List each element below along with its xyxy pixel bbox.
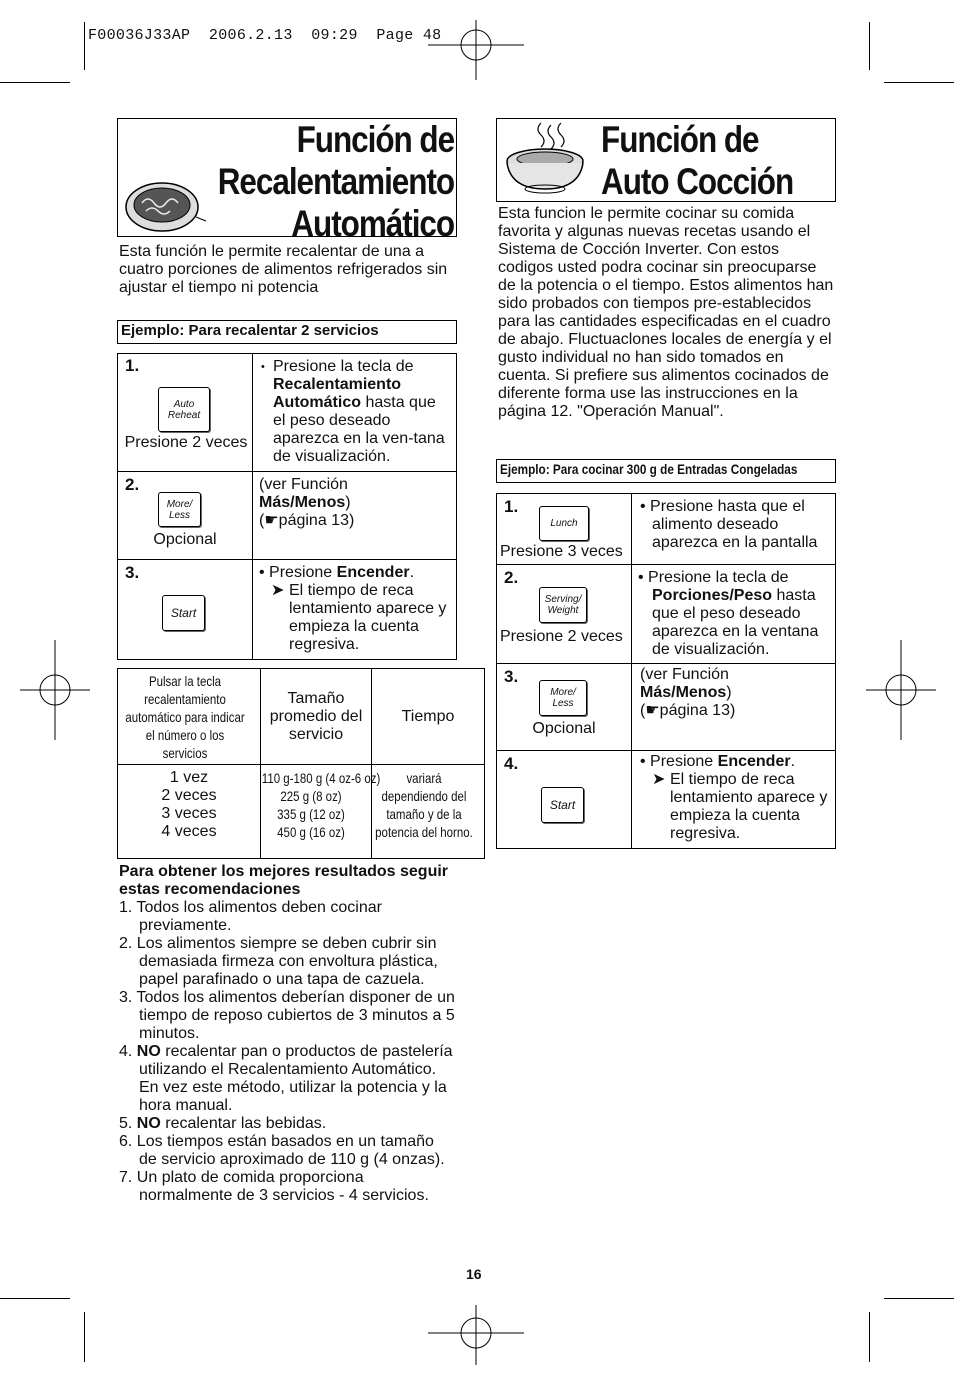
table-row: 3. Start • Presione Encender. ➤ El tiempo de reca lentamiento aparece y empieza la cuenta regresiva.: [118, 560, 457, 660]
list-item: 7. Un plato de comida proporciona normalmente de 3 servicios - 4 servicios.: [119, 1169, 429, 1204]
registration-mark-right: [866, 640, 936, 740]
list-item: 6. Los tiempos están basados en un tamaño de servicio aproximado de 110 g (4 onzas).: [119, 1133, 445, 1168]
list-item: 4. NO recalentar pan o productos de pastelería utilizando el Recalentamiento Automático. En vez este método, utilizar la potencia y la hora manual.: [119, 1043, 453, 1114]
start-key[interactable]: Start: [162, 595, 205, 631]
list-item: 3. Todos los alimentos deberían disponer de un tiempo de reposo cubiertos de 3 minutos a 5 minutos.: [119, 989, 455, 1042]
table-row: 4. Start • Presione Encender. ➤ El tiempo de reca lentamiento aparece y empieza la cuenta regresiva.: [497, 751, 836, 849]
tips-section: [119, 863, 455, 1205]
list-item: 5. NO recalentar las bebidas.: [119, 1115, 327, 1132]
tips-list: [119, 899, 455, 1205]
step-number: 3.: [125, 563, 140, 582]
table-row: 2. Serving/ Weight Presione 2 veces • Presione la tecla de Porciones/Peso hasta que el peso deseado aparezca en la ventana de visualización.: [497, 565, 836, 664]
bullet: •: [261, 361, 265, 373]
table-row: 3. More/ Less Opcional (ver Función Más/Menos) (☛página 13): [497, 664, 836, 751]
press-count: 4 veces: [161, 823, 217, 840]
arrow-icon: ➤: [271, 582, 285, 599]
registration-mark-left: [20, 640, 90, 740]
left-title-box: [117, 118, 457, 244]
step-caption: Opcional: [532, 720, 596, 737]
serving-weight-key[interactable]: Serving/ Weight: [539, 587, 587, 623]
serving-size: 110 g-180 g (4 oz-6 oz): [261, 770, 381, 786]
column-header: Tamaño promedio del servicio: [269, 689, 363, 743]
tips-title: Para obtener los mejores resultados seguir estas recomendaciones: [119, 863, 449, 898]
serving-size: 225 g (8 oz): [280, 788, 342, 804]
right-intro: Esta funcion le permite cocinar su comida favorita y algunas nuevas recetas usando el Sistema de Cocción Inverter. Con estos codigos usted podra cocinar sin preocuparse de la potencia o el tiempo. Estos alimentos han sido probados con tiempos pre-establecidos para las cantidades especificadas en el cuadro de abajo. Fluctuaclones locales de energía y el gusto individual no han sido tomados en cuenta. Si prefiere sus alimentos cocinados de diferente forma use las instrucciones en la página 12. "Operación Manual".: [498, 205, 834, 420]
left-title-line-1: Función de: [296, 119, 454, 160]
step-number: 3.: [504, 667, 519, 686]
start-key[interactable]: Start: [541, 787, 584, 823]
soup-bowl-icon: [503, 119, 587, 197]
time-note: variará dependiendo del tamaño y de la potencia del horno.: [375, 770, 473, 840]
table-row: 1. Lunch Presione 3 veces • Presione hasta que el alimento deseado aparezca en la pantalla: [497, 494, 836, 565]
arrow-icon: ➤: [652, 771, 666, 788]
table-row: [118, 765, 485, 859]
page-number: 16: [466, 1266, 482, 1282]
table-row: 2. More/ Less Opcional (ver Función Más/Menos) (☛página 13): [118, 472, 457, 560]
registration-mark-bottom: [428, 1305, 524, 1365]
step-caption: Presione 2 veces: [500, 628, 623, 645]
page-reference-link[interactable]: (☛página 13): [259, 512, 355, 529]
column-header: Tiempo: [401, 707, 455, 725]
step-number: 4.: [504, 754, 519, 773]
list-item: 1. Todos los alimentos deben cocinar previamente.: [119, 899, 382, 934]
step-caption: Presione 2 veces: [124, 434, 248, 451]
left-title-line-3: Automático: [291, 203, 454, 244]
step-number: 1.: [504, 497, 519, 516]
registration-mark-top: [428, 20, 524, 80]
more-less-key[interactable]: More/ Less: [158, 492, 201, 527]
more-less-key[interactable]: More/ Less: [539, 680, 587, 716]
serving-size: 335 g (12 oz): [277, 806, 345, 822]
step-number: 2.: [125, 475, 140, 494]
left-title-line-2: Recalentamiento: [217, 161, 454, 202]
right-steps-table: [496, 493, 836, 849]
step-caption: Presione 3 veces: [500, 543, 623, 560]
press-count: 2 veces: [161, 787, 217, 804]
column-header: Pulsar la tecla recalentamiento automático para indicar el número o los servicios: [125, 672, 245, 761]
step-number: 2.: [504, 568, 519, 587]
left-example: Ejemplo: Para recalentar 2 servicios: [117, 320, 457, 344]
print-slug: F00036J33AP 2006.2.13 09:29 Page 48: [88, 27, 442, 44]
step-caption: Opcional: [153, 531, 217, 548]
reheat-plate-icon: [122, 177, 208, 235]
right-title-line-1: Función de: [601, 119, 759, 160]
right-example: Ejemplo: Para cocinar 300 g de Entradas Congeladas: [496, 459, 836, 483]
auto-reheat-key[interactable]: Auto Reheat: [158, 387, 210, 432]
left-steps-table: [117, 353, 457, 660]
press-count: 1 vez: [169, 769, 209, 786]
left-intro: Esta función le permite recalentar de una a cuatro porciones de alimentos refrigerados sin ajustar el tiempo ni potencia: [119, 243, 448, 296]
step-number: 1.: [125, 356, 140, 375]
table-row: [118, 669, 485, 765]
page-reference-link[interactable]: (☛página 13): [640, 702, 736, 719]
lunch-key[interactable]: Lunch: [539, 506, 589, 541]
right-title-line-2: Auto Cocción: [601, 161, 794, 202]
serving-size: 450 g (16 oz): [277, 824, 345, 840]
right-title-box: [496, 118, 836, 202]
press-count: 3 veces: [161, 805, 217, 822]
list-item: 2. Los alimentos siempre se deben cubrir sin demasiada firmeza con envoltura plástica, papel parafinado o una tapa de cazuela.: [119, 935, 438, 988]
servings-table: [117, 668, 485, 859]
table-row: 1. Auto Reheat Presione 2 veces • Presione la tecla de Recalentamiento Automático hasta que el peso deseado aparezca en la ven-tana de visualización.: [118, 354, 457, 472]
